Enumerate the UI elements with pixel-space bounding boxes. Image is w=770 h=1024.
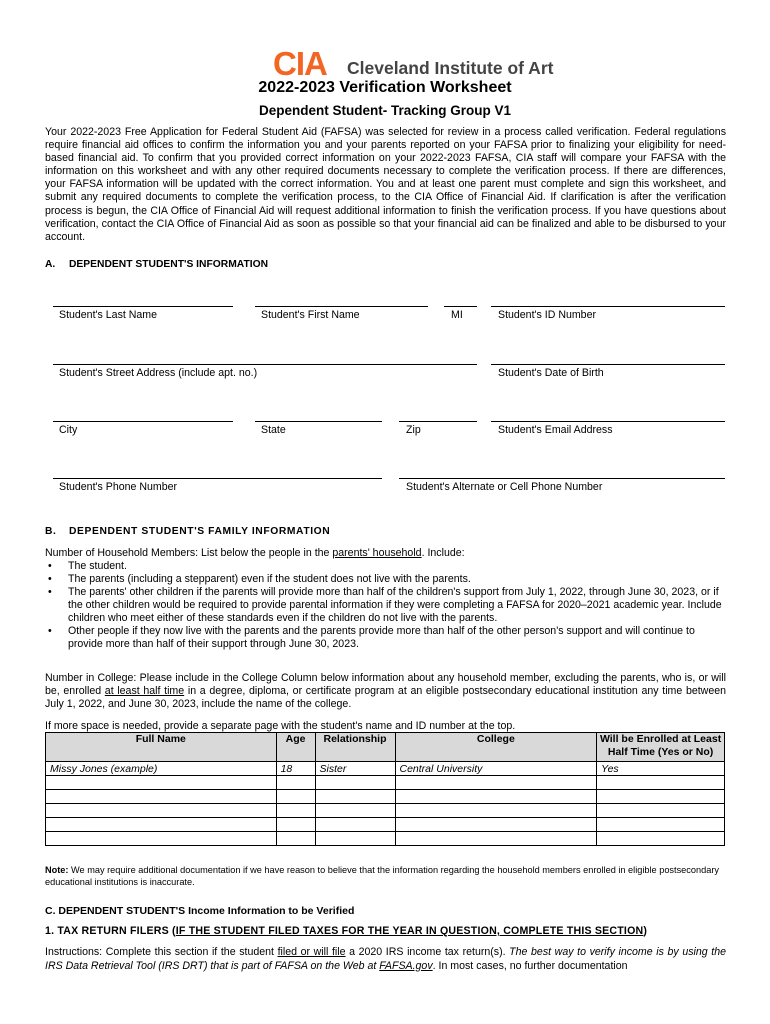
city-field[interactable] xyxy=(53,421,233,422)
section-c-heading: C. DEPENDENT STUDENT'S Income Information to be Verified xyxy=(45,905,355,917)
table-cell[interactable] xyxy=(395,776,597,790)
table-cell[interactable] xyxy=(276,832,315,846)
student-id-label: Student's ID Number xyxy=(498,309,596,321)
table-cell[interactable] xyxy=(395,832,597,846)
table-cell[interactable] xyxy=(597,832,725,846)
household-intro-end: . Include: xyxy=(421,547,465,559)
section-b-title: DEPENDENT STUDENT'S FAMILY INFORMATION xyxy=(69,526,331,537)
tax-filers-prefix: 1. TAX RETURN FILERS ( xyxy=(45,925,176,937)
email-label: Student's Email Address xyxy=(498,424,613,436)
instr-text: Instructions: Complete this section if the student xyxy=(45,946,278,958)
table-cell: Sister xyxy=(315,762,395,776)
page-title: 2022-2023 Verification Worksheet xyxy=(258,79,512,96)
col-header-relationship: Relationship xyxy=(315,733,395,762)
cia-logo xyxy=(273,45,554,82)
table-cell[interactable] xyxy=(46,776,277,790)
tax-return-filers-heading xyxy=(45,925,647,937)
note-text: We may require additional documentation if we have reason to believe that the information regarding the household members enrolled in eligible postsecondary educational institutions is inaccurate. xyxy=(45,865,719,887)
table-cell[interactable] xyxy=(276,790,315,804)
intro-paragraph: Your 2022-2023 Free Application for Federal Student Aid (FAFSA) was selected for review in a process called verification. Federal regulations require financial aid offices to confirm the information you and your parents reported on your FAFSA prior to finalizing your eligibility for need-based financial aid. To confirm that you provided correct information on your 2022-2023 FAFSA, CIA staff will compare your FAFSA with the information on this worksheet and with any other required documents necessary to complete the verification process. If there are differences, your FAFSA information will be updated with the correct information. You and at least one parent must complete and sign this worksheet, and submit any required documents to complete the verification process, to the CIA Office of Financial Aid. If clarification is after the verification process is begun, the CIA Office of Financial Aid will request additional information to finish the verification process. If you have questions about verification, contact the CIA Office of Financial Aid as soon as possible so that your financial aid can be finalized and able to be disbursed to your account. xyxy=(45,126,726,243)
section-a-title: DEPENDENT STUDENT'S INFORMATION xyxy=(69,259,269,270)
table-cell[interactable] xyxy=(597,804,725,818)
fafsa-gov-link[interactable]: FAFSA.gov xyxy=(379,959,433,972)
table-cell[interactable] xyxy=(597,776,725,790)
section-b-letter: B. xyxy=(45,526,57,537)
logo-mark: CIA xyxy=(273,45,327,82)
table-row[interactable] xyxy=(46,832,725,846)
table-row[interactable] xyxy=(46,818,725,832)
page-subtitle: Dependent Student- Tracking Group V1 xyxy=(258,103,512,118)
household-intro-text: Number of Household Members: List below the people in the xyxy=(45,547,333,559)
table-cell[interactable] xyxy=(276,804,315,818)
city-label: City xyxy=(59,424,78,436)
table-cell: Missy Jones (example) xyxy=(46,762,277,776)
table-header-row xyxy=(46,733,725,762)
table-cell[interactable] xyxy=(395,818,597,832)
instr-end: . In most cases, no further documentation xyxy=(432,959,628,972)
table-cell: 18 xyxy=(276,762,315,776)
table-cell[interactable] xyxy=(315,818,395,832)
table-cell[interactable] xyxy=(315,832,395,846)
state-field[interactable] xyxy=(255,421,382,422)
email-field[interactable] xyxy=(491,421,725,422)
street-address-label: Student's Street Address (include apt. no.) xyxy=(59,367,258,379)
tax-instructions xyxy=(45,946,726,973)
phone-label: Student's Phone Number xyxy=(59,481,178,493)
section-b-heading xyxy=(45,526,330,537)
table-cell[interactable] xyxy=(315,804,395,818)
table-cell[interactable] xyxy=(315,790,395,804)
note-label: Note: xyxy=(45,865,69,875)
mi-field[interactable] xyxy=(444,306,477,307)
alt-phone-label: Student's Alternate or Cell Phone Number xyxy=(406,481,603,493)
table-note xyxy=(45,865,726,888)
household-bullet-list xyxy=(45,560,726,651)
list-item: • Other people if they now live with the parents and the parents provide more than half of the other person's support and will continue to provide more than half of their support through June 30, 2023. xyxy=(45,625,726,651)
instr-mid: a 2020 IRS income tax return(s). xyxy=(345,946,510,958)
household-members-block xyxy=(45,547,726,651)
table-row[interactable] xyxy=(46,790,725,804)
parents-household-term: parents' household xyxy=(332,547,422,559)
date-of-birth-label: Student's Date of Birth xyxy=(498,367,604,379)
col-header-half-time: Will be Enrolled at Least Half Time (Yes or No) xyxy=(597,733,725,762)
list-item: • The student. xyxy=(45,560,726,573)
first-name-field[interactable] xyxy=(255,306,428,307)
table-cell[interactable] xyxy=(395,804,597,818)
section-a-heading xyxy=(45,259,268,270)
state-label: State xyxy=(261,424,286,436)
zip-label: Zip xyxy=(406,424,421,436)
table-cell: Central University xyxy=(395,762,597,776)
table-row xyxy=(46,762,725,776)
table-row[interactable] xyxy=(46,776,725,790)
last-name-field[interactable] xyxy=(53,306,233,307)
table-cell[interactable] xyxy=(276,776,315,790)
table-cell: Yes xyxy=(597,762,725,776)
col-header-full-name: Full Name xyxy=(46,733,277,762)
half-time-term: at least half time xyxy=(104,685,185,697)
alt-phone-field[interactable] xyxy=(399,478,725,479)
college-para-end: in a degree, diploma, or certificate program at an eligible postsecondary educational institution any time between July 1, 2022, and June 30, 2023, include the name of the college. xyxy=(45,685,726,710)
instr-irs-drt-text: The best way to verify income is by using the IRS Data Retrieval Tool (IRS DRT) that is part of FAFSA on the Web at xyxy=(45,946,726,972)
household-intro xyxy=(45,547,726,560)
list-item: • The parents' other children if the parents will provide more than half of the children's support from July 1, 2022, through June 30, 2023, or if the other children would be required to provide parental information if they were completing a FAFSA for 2020–2021 academic year. Include children who meet either of these standards even if the children do not live with the parents. xyxy=(45,586,726,625)
table-cell[interactable] xyxy=(46,790,277,804)
table-cell[interactable] xyxy=(597,790,725,804)
table-cell[interactable] xyxy=(46,818,277,832)
col-header-age: Age xyxy=(276,733,315,762)
street-address-field[interactable] xyxy=(53,364,477,365)
col-header-college: College xyxy=(395,733,597,762)
number-in-college-paragraph xyxy=(45,672,726,711)
table-cell[interactable] xyxy=(315,776,395,790)
first-name-label: Student's First Name xyxy=(261,309,360,321)
student-id-field[interactable] xyxy=(491,306,725,307)
logo-institution-name: Cleveland Institute of Art xyxy=(347,58,554,78)
mi-label: MI xyxy=(451,309,463,321)
list-item: • The parents (including a stepparent) even if the student does not live with the parents. xyxy=(45,573,726,586)
zip-field[interactable] xyxy=(399,421,477,422)
table-cell[interactable] xyxy=(46,804,277,818)
filed-or-will-file-term: filed or will file xyxy=(277,946,346,958)
table-cell[interactable] xyxy=(395,790,597,804)
college-para-text: Number in College: Please include in the College Column below information about any household member, excluding the parents, who is, or will be, enrolled xyxy=(45,672,726,697)
section-a-letter: A. xyxy=(45,259,56,270)
phone-field[interactable] xyxy=(53,478,382,479)
table-row[interactable] xyxy=(46,804,725,818)
table-cell[interactable] xyxy=(276,818,315,832)
tax-filers-close: ) xyxy=(643,925,648,937)
table-cell[interactable] xyxy=(597,818,725,832)
more-space-note: If more space is needed, provide a separate page with the student's name and ID number at the top. xyxy=(45,720,516,732)
tax-filers-condition: IF THE STUDENT FILED TAXES FOR THE YEAR IN QUESTION, COMPLETE THIS SECTION xyxy=(175,925,644,937)
date-of-birth-field[interactable] xyxy=(491,364,725,365)
table-cell[interactable] xyxy=(46,832,277,846)
household-table xyxy=(45,732,725,846)
last-name-label: Student's Last Name xyxy=(59,309,158,321)
